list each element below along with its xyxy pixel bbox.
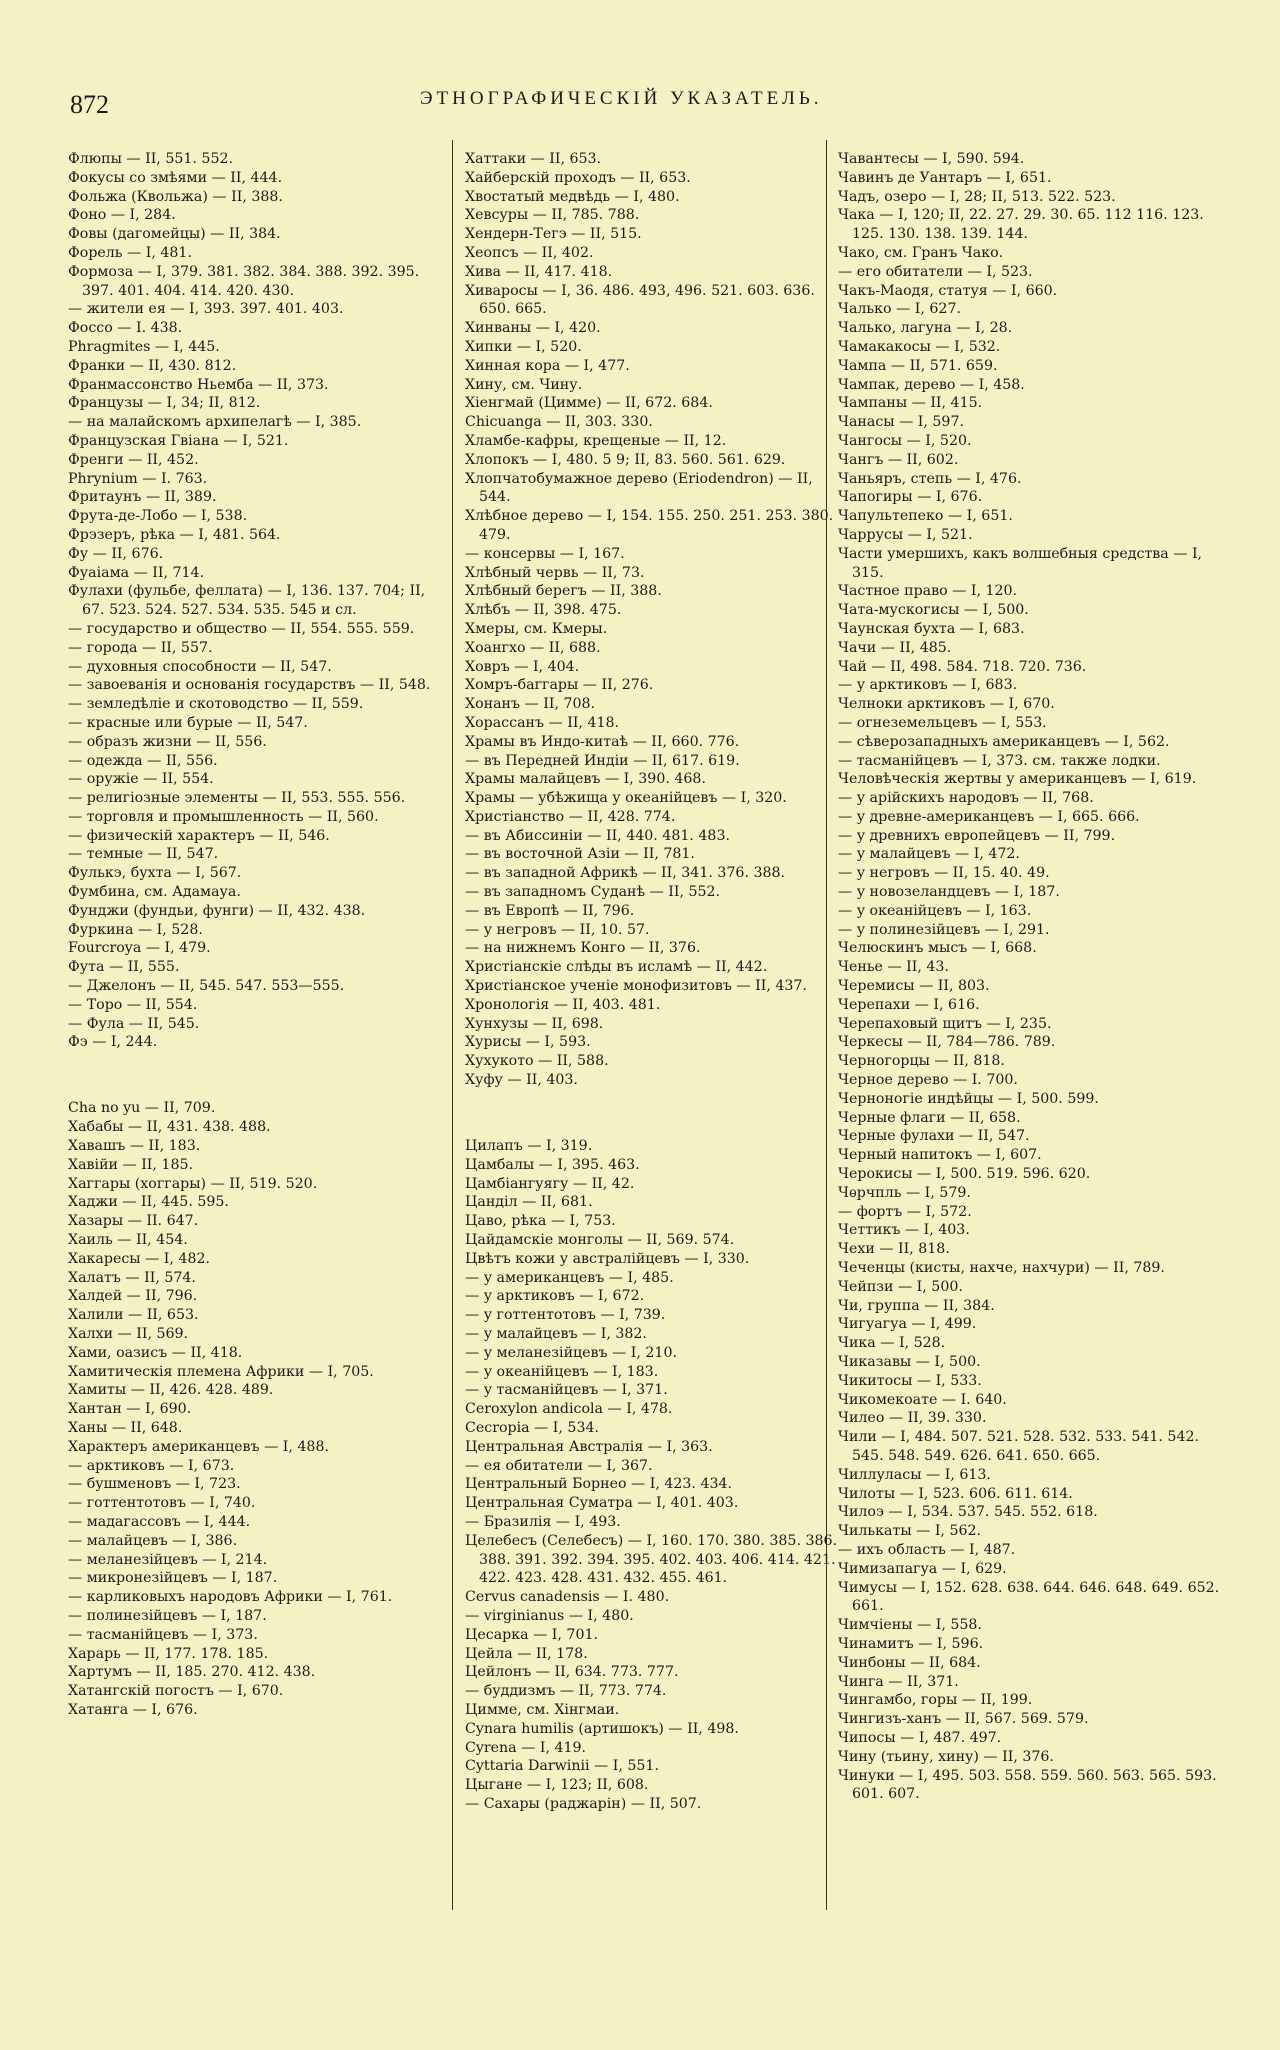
index-entry: Чангосы — I, 520. (838, 432, 972, 449)
index-entry: Cyrena — I, 419. (465, 1739, 587, 1756)
index-entry: Хунхузы — II, 698. (465, 1015, 604, 1032)
index-entry: Хами, оазисъ — II, 418. (68, 1344, 243, 1361)
index-entry: — духовныя способности — II, 547. (68, 658, 332, 675)
index-entry: Чавантесы — I, 590. 594. (838, 151, 1025, 167)
index-entry: Халатъ — II, 574. (68, 1269, 196, 1286)
page-number: 872 (70, 90, 109, 119)
index-entry: Черкесы — II, 784—786. 789. (838, 1034, 1056, 1051)
index-entry: Чѳрчпль — I, 579. (838, 1184, 971, 1201)
index-entry: Чимусы — I, 152. 628. 638. 644. 646. 648. 649. 652. 661. (838, 1579, 1220, 1615)
index-entry: Фута — II, 555. (68, 959, 180, 976)
index-entry: Хакаресы — I, 482. (68, 1250, 211, 1267)
index-entry: — Бразилія — I, 493. (465, 1513, 621, 1530)
index-entry: Чили — I, 484. 507. 521. 528. 532. 533. 541. 542. 545. 548. 549. 626. 641. 650. 665. (838, 1429, 1200, 1464)
index-entry: — у полинезійцевъ — I, 291. (838, 921, 1050, 938)
index-entry: — ея обитатели — I, 367. (465, 1457, 653, 1474)
index-entry: — ихъ область — I, 487. (838, 1541, 1016, 1558)
index-entry: Cecropia — I, 534. (465, 1419, 600, 1436)
index-entry: Хеопсъ — II, 402. (465, 244, 594, 261)
index-entry: Халили — II, 653. (68, 1307, 199, 1324)
index-entry: Цилапъ — I, 319. (465, 1138, 593, 1155)
index-entry: — города — II, 557. (68, 639, 213, 656)
index-entry: Челноки арктиковъ — I, 670. (838, 696, 1055, 713)
index-entry: — Торо — II, 554. (68, 996, 198, 1013)
index-entry: — у арійскихъ народовъ — II, 768. (838, 790, 1094, 807)
index-entry: Чи, группа — II, 384. (838, 1297, 995, 1314)
index-entry: Хламбе-кафры, крещеные — II, 12. (465, 432, 727, 449)
index-entry: Хива — II, 417. 418. (465, 263, 613, 280)
index-entry: Флюпы — II, 551. 552. (68, 151, 234, 167)
index-entry: Хлѣбъ — II, 398. 475. (465, 602, 622, 619)
index-entry: Чако, см. Гранъ Чако. (838, 244, 1004, 261)
index-entry: Чапогиры — I, 676. (838, 489, 983, 506)
index-entry: Чикитосы — I, 533. (838, 1372, 982, 1389)
index-entry: — буддизмъ — II, 773. 774. (465, 1683, 667, 1700)
index-entry: Фовы (дагомейцы) — II, 384. (68, 226, 281, 243)
index-entry: Фулахи (фульбе, феллата) — I, 136. 137. 704; II, 67. 523. 524. 527. 534. 535. 545 и сл. (68, 583, 426, 619)
column-divider (452, 140, 453, 1910)
index-entry: — оружіе — II, 554. (68, 771, 214, 788)
index-entry: — тасманійцевъ — I, 373. см. также лодки. (838, 752, 1161, 769)
index-entry: Чикомекоате — I. 640. (838, 1391, 1007, 1408)
index-entry: — меланезійцевъ — I, 214. (68, 1551, 268, 1568)
index-entry: Чангъ — II, 602. (838, 451, 959, 468)
index-entry: Чингамбо, горы — II, 199. (838, 1692, 1033, 1709)
index-entry: Хавійи — II, 185. (68, 1156, 194, 1173)
index-entry: Челюскинъ мысъ — I, 668. (838, 940, 1037, 957)
index-entry: Хурисы — I, 593. (465, 1034, 591, 1051)
index-entry: Центральная Суматра — I, 401. 403. (465, 1495, 739, 1512)
index-entry: Хвостатый медвѣдь — I, 480. (465, 188, 680, 205)
index-entry: Чину (тьину, хину) — II, 376. (838, 1748, 1054, 1765)
index-entry: — въ восточной Азіи — II, 781. (465, 846, 695, 863)
index-entry: — у новозеландцевъ — I, 187. (838, 884, 1060, 901)
index-entry: Чамакакосы — I, 532. (838, 338, 1001, 355)
index-entry: Черепахи — I, 616. (838, 996, 980, 1013)
index-entry: — въ Передней Индіи — II, 617. 619. (465, 752, 740, 769)
index-entry: Французская Гвіана — I, 521. (68, 432, 289, 449)
index-entry: Ceroxylon andicola — I, 478. (465, 1401, 673, 1418)
index-entry: — тасманійцевъ — I, 373. (68, 1626, 258, 1643)
index-entry: Черноногіе индѣйцы — I, 500. 599. (838, 1090, 1099, 1107)
index-entry: — у готтентотовъ — I, 739. (465, 1307, 666, 1324)
index-entry: Хартумъ — II, 185. 270. 412. 438. (68, 1664, 316, 1681)
index-entry: Фу — II, 676. (68, 545, 164, 562)
index-entry: Чингизъ-ханъ — II, 567. 569. 579. (838, 1711, 1089, 1728)
index-entry: — у малайцевъ — I, 382. (465, 1325, 647, 1342)
index-entry: Хипки — I, 520. (465, 338, 582, 355)
index-entry: Чинга — II, 371. (838, 1673, 959, 1690)
index-entry: — религіозные элементы — II, 553. 555. 556. (68, 790, 406, 807)
index-entry: Христіанское ученіе монофизитовъ — II, 437. (465, 978, 807, 995)
index-entry: Фунджи (фундьи, фунги) — II, 432. 438. (68, 902, 366, 919)
index-entry: — въ западномъ Суданѣ — II, 552. (465, 884, 721, 901)
index-entry: Целебесъ (Селебесъ) — I, 160. 170. 380. 385. 386. 388. 391. 392. 394. 395. 402. 403. 406. 414. 421. 422. 423. 428. 431. 432. 455. 461. (465, 1532, 838, 1587)
index-entry: Фольжа (Квольжа) — II, 388. (68, 188, 283, 205)
index-entry: Хонанъ — II, 708. (465, 696, 596, 713)
index-entry: Чака — I, 120; II, 22. 27. 29. 30. 65. 112 116. 123. 125. 130. 138. 139. 144. (838, 207, 1204, 243)
index-entry: Фоно — I, 284. (68, 207, 176, 224)
index-entry: Цамбалы — I, 395. 463. (465, 1156, 640, 1173)
index-entry: Черное дерево — I. 700. (838, 1072, 1018, 1089)
index-entry: Храмы въ Индо-китаѣ — II, 660. 776. (465, 733, 740, 750)
index-entry: — въ западной Африкѣ — II, 341. 376. 388. (465, 865, 786, 882)
index-entry: Чанасы — I, 597. (838, 414, 964, 431)
index-entry: — арктиковъ — I, 673. (68, 1457, 235, 1474)
index-entry: Харарь — II, 177. 178. 185. (68, 1645, 269, 1662)
index-entry: Френги — II, 452. (68, 451, 199, 468)
index-entry: Фуркина — I, 528. (68, 921, 203, 938)
index-entry: Цейла — II, 178. (465, 1645, 588, 1662)
index-entry: Хаггары (хоггары) — II, 519. 520. (68, 1175, 318, 1192)
index-entry: Хаджи — II, 445. 595. (68, 1194, 229, 1211)
index-entry: Чалько — I, 627. (838, 301, 961, 318)
index-column-2 (465, 150, 840, 1814)
index-entry: Халхи — II, 569. (68, 1325, 189, 1342)
index-entry: — у тасманійцевъ — I, 371. (465, 1382, 668, 1399)
index-entry: Храмы — убѣжища у океанійцевъ — I, 320. (465, 790, 787, 807)
index-entry: Чаунская бухта — I, 683. (838, 620, 1025, 637)
index-entry: Цвѣтъ кожи у австралійцевъ — I, 330. (465, 1250, 750, 1267)
index-entry: Черные фулахи — II, 547. (838, 1128, 1030, 1145)
index-entry: Чакъ-Маодя, статуя — I, 660. (838, 282, 1058, 299)
index-entry: Фрута-де-Лобо — I, 538. (68, 508, 248, 525)
index-entry: Хронологія — II, 403. 481. (465, 996, 661, 1013)
index-entry: Хатанга — I, 676. (68, 1701, 198, 1718)
index-entry: — земледѣліе и скотоводство — II, 559. (68, 696, 364, 713)
index-entry: Чигуагуа — I, 499. (838, 1316, 977, 1333)
index-entry: — государство и общество — II, 554. 555. 559. (68, 620, 415, 637)
index-entry: Фуаіама — II, 714. (68, 564, 205, 581)
index-entry: — Джелонъ — II, 545. 547. 553—555. (68, 978, 345, 995)
index-column-1 (68, 150, 443, 1720)
index-entry: Хаттаки — II, 653. (465, 151, 602, 167)
index-entry: Чалько, лагуна — I, 28. (838, 320, 1013, 337)
index-entry: — въ Абиссиніи — II, 440. 481. 483. (465, 827, 730, 844)
index-entry: Cyttaria Darwinii — I, 551. (465, 1758, 659, 1775)
index-entry: Храмы малайцевъ — I, 390. 468. (465, 771, 706, 788)
index-entry: Чилоты — I, 523. 606. 611. 614. (838, 1485, 1073, 1502)
index-entry: Цамбіангуягу — II, 42. (465, 1175, 635, 1192)
index-entry: Франки — II, 430. 812. (68, 357, 237, 374)
index-entry: Черемисы — II, 803. (838, 978, 990, 995)
index-entry: Хомръ-баггары — II, 276. (465, 677, 654, 694)
index-entry: Хлѣбный берегъ — II, 388. (465, 583, 662, 600)
index-entry: — физическій характеръ — II, 546. (68, 827, 330, 844)
index-entry: — сѣверозападныхъ американцевъ — I, 562. (838, 733, 1170, 750)
index-entry: — у американцевъ — I, 485. (465, 1269, 674, 1286)
index-entry: — красные или бурые — II, 547. (68, 714, 308, 731)
index-entry: Формоза — I, 379. 381. 382. 384. 388. 392. 395. 397. 401. 404. 414. 420. 430. (68, 263, 420, 299)
index-entry: Частное право — I, 120. (838, 583, 1018, 600)
index-entry: — одежда — II, 556. (68, 752, 218, 769)
index-entry: Цаво, рѣка — I, 753. (465, 1213, 616, 1230)
index-entry: Хиваросы — I, 36. 486. 493, 496. 521. 603. 636. 650. 665. (465, 282, 815, 318)
index-entry: Хамитическія племена Африки — I, 705. (68, 1363, 374, 1380)
index-entry: — его обитатели — I, 523. (838, 263, 1033, 280)
index-entry: Хайберскій проходъ — II, 653. (465, 169, 691, 186)
index-entry: Phragmites — I, 445. (68, 338, 220, 355)
index-entry: Chicuanga — II, 303. 330. (465, 414, 653, 431)
index-entry: Phrynium — I. 763. (68, 470, 208, 487)
index-entry: — у малайцевъ — I, 472. (838, 846, 1020, 863)
index-entry: — Сахары (раджарін) — II, 507. (465, 1795, 702, 1812)
index-entry: Чай — II, 498. 584. 718. 720. 736. (838, 658, 1087, 675)
index-entry: Цесарка — I, 701. (465, 1626, 599, 1643)
index-entry: Хмеры, см. Кмеры. (465, 620, 608, 637)
index-entry: — малайцевъ — I, 386. (68, 1532, 238, 1549)
index-entry: Хухукото — II, 588. (465, 1053, 609, 1070)
index-entry: Христіанскіе слѣды въ исламѣ — II, 442. (465, 959, 768, 976)
index-entry: Чинуки — I, 495. 503. 558. 559. 560. 563. 565. 593. 601. 607. (838, 1767, 1217, 1803)
index-entry: Фэ — I, 244. (68, 1034, 158, 1051)
index-entry: Чачи — II, 485. (838, 639, 952, 656)
index-entry: Чампаны — II, 415. (838, 395, 983, 412)
index-entry: Чилео — II, 39. 330. (838, 1410, 987, 1427)
index-entry: Четтикъ — I, 403. (838, 1222, 970, 1239)
index-entry: — огнеземельцевъ — I, 553. (838, 714, 1047, 731)
index-entry: Cha no yu — II, 709. (68, 1100, 216, 1117)
index-entry: — въ Европѣ — II, 796. (465, 902, 635, 919)
index-entry: Чата-мускогисы — I, 500. (838, 602, 1029, 619)
index-entry: Черногорцы — II, 818. (838, 1053, 1005, 1070)
index-entry: — жители ея — I, 393. 397. 401. 403. (68, 301, 344, 318)
index-entry: Чампак, дерево — I, 458. (838, 376, 1025, 393)
index-entry: — готтентотовъ — I, 740. (68, 1495, 256, 1512)
index-entry: Фумбина, см. Адамауа. (68, 884, 241, 901)
index-entry: Хлопокъ — I, 480. 5 9; II, 83. 560. 561. 629. (465, 451, 786, 468)
index-entry: Фрэзеръ, рѣка — I, 481. 564. (68, 526, 281, 543)
section-gap (465, 1104, 840, 1123)
index-entry: Ченье — II, 43. (838, 959, 949, 976)
index-entry: Чаррусы — I, 521. (838, 526, 973, 543)
index-entry: Цейлонъ — II, 634. 773. 777. (465, 1664, 679, 1681)
index-entry: Хлопчатобумажное дерево (Eriodendron) — II, 544. (465, 470, 813, 506)
index-entry: Чика — I, 528. (838, 1335, 946, 1352)
index-entry: Форель — I, 481. (68, 244, 192, 261)
index-entry: — у меланезійцевъ — I, 210. (465, 1344, 677, 1361)
index-entry: Франмассонство Ньемба — II, 373. (68, 376, 329, 393)
index-entry: Хамиты — II, 426. 428. 489. (68, 1382, 274, 1399)
index-entry: Человѣческія жертвы у американцевъ — I, 619. (838, 771, 1197, 788)
index-entry: Характеръ американцевъ — I, 488. (68, 1438, 329, 1455)
index-entry: Центральный Борнео — I, 423. 434. (465, 1476, 733, 1493)
index-entry: — фортъ — I, 572. (838, 1203, 972, 1220)
index-entry: Чадъ, озеро — I, 28; II, 513. 522. 523. (838, 188, 1116, 205)
index-entry: — у арктиковъ — I, 683. (838, 677, 1018, 694)
index-entry: — образъ жизни — II, 556. (68, 733, 267, 750)
index-entry: — virginianus — I, 480. (465, 1607, 634, 1624)
index-entry: Чеченцы (кисты, нахче, нахчури) — II, 789. (838, 1260, 1165, 1277)
index-entry: Хаиль — II, 454. (68, 1232, 188, 1248)
index-entry: — торговля и промышленность — II, 560. (68, 808, 379, 825)
index-entry: Фоссо — I. 438. (68, 320, 183, 337)
index-entry: — бушменовъ — I, 723. (68, 1476, 241, 1493)
index-entry: Чапультепеко — I, 651. (838, 508, 1013, 525)
index-entry: — у древне-американцевъ — I, 665. 666. (838, 808, 1140, 825)
index-entry: Черокисы — I, 500. 519. 596. 620. (838, 1166, 1091, 1183)
index-entry: Цимме, см. Хінгмаи. (465, 1701, 620, 1718)
index-entry: Чипосы — I, 487. 497. (838, 1729, 1002, 1746)
index-entry: Чилькаты — I, 562. (838, 1523, 982, 1540)
index-entry: — у негровъ — II, 15. 40. 49. (838, 865, 1050, 882)
index-entry: Ховръ — I, 404. (465, 658, 580, 675)
section-gap (68, 1066, 443, 1085)
index-entry: Хину, см. Чину. (465, 376, 583, 393)
index-entry: Хазары — II. 647. (68, 1213, 199, 1230)
index-entry: Чаньяръ, степь — I, 476. (838, 470, 1022, 487)
index-entry: Христіанство — II, 428. 774. (465, 808, 676, 825)
index-entry: Французы — I, 34; II, 812. (68, 395, 261, 412)
index-entry: Хлѣбный червь — II, 73. (465, 564, 645, 581)
index-entry: — у арктиковъ — I, 672. (465, 1288, 645, 1305)
index-entry: Черный напитокъ — I, 607. (838, 1147, 1042, 1164)
index-entry: Хіенгмай (Циммe) — II, 672. 684. (465, 395, 713, 412)
index-entry: Хабабы — II, 431. 438. 488. (68, 1119, 271, 1136)
index-entry: Fourcroya — I, 479. (68, 940, 211, 957)
index-entry: — у океанійцевъ — I, 163. (838, 902, 1032, 919)
index-entry: Cervus canadensis — I. 480. (465, 1589, 670, 1606)
index-entry: Хавашъ — II, 183. (68, 1138, 201, 1155)
index-entry: Чимизапагуа — I, 629. (838, 1560, 1007, 1577)
index-entry: — завоеванія и основанія государствъ — II, 548. (68, 677, 431, 694)
index-entry: Хоангхо — II, 688. (465, 639, 601, 656)
index-entry: Хантан — I, 690. (68, 1401, 192, 1418)
index-entry: Чейпзи — I, 500. (838, 1278, 963, 1295)
index-entry: Цанділ — II, 681. (465, 1194, 593, 1211)
index-entry: — консервы — I, 167. (465, 545, 625, 562)
index-entry: Cynara humilis (артишокъ) — II, 498. (465, 1720, 739, 1737)
index-entry: Центральная Австралія — I, 363. (465, 1438, 713, 1455)
index-entry: Фулькэ, бухта — I, 567. (68, 865, 242, 882)
index-entry: Чиллуласы — I, 613. (838, 1466, 991, 1483)
index-entry: Хендерн-Тегэ — II, 515. (465, 226, 642, 243)
index-entry: — микронезійцевъ — I, 187. (68, 1570, 278, 1587)
index-entry: — полинезійцевъ — I, 187. (68, 1607, 267, 1624)
index-entry: Чавинъ де Уантаръ — I, 651. (838, 169, 1052, 186)
index-entry: — карликовыхъ народовъ Африки — I, 761. (68, 1589, 393, 1606)
index-entry: — у древнихъ европейцевъ — II, 799. (838, 827, 1116, 844)
index-entry: Ханы — II, 648. (68, 1419, 183, 1436)
index-entry: — на нижнемъ Конго — II, 376. (465, 940, 701, 957)
index-entry: Хевсуры — II, 785. 788. (465, 207, 640, 224)
index-entry: Хлѣбное дерево — I, 154. 155. 250. 251. 253. 380. 479. (465, 508, 834, 543)
index-entry: — на малайскомъ архипелагѣ — I, 385. (68, 414, 362, 431)
index-entry: Черепаховый щитъ — I, 235. (838, 1015, 1052, 1032)
index-entry: Чилоэ — I, 534. 537. 545. 552. 618. (838, 1504, 1098, 1521)
index-entry: — у океанійцевъ — I, 183. (465, 1363, 659, 1380)
index-entry: Чинбоны — II, 684. (838, 1654, 981, 1671)
index-entry: — Фула — II, 545. (68, 1015, 200, 1032)
index-entry: Чинамитъ — I, 596. (838, 1635, 984, 1652)
index-entry: Чиказавы — I, 500. (838, 1354, 981, 1370)
index-entry: — мадагассовъ — I, 444. (68, 1513, 251, 1530)
index-entry: Фритаунъ — II, 389. (68, 489, 217, 506)
index-entry: Фокусы со змѣями — II, 444. (68, 169, 283, 186)
index-entry: Хатангскій погостъ — I, 670. (68, 1683, 284, 1700)
index-entry: Чимчіены — I, 558. (838, 1617, 982, 1634)
index-entry: Цыгане — I, 123; II, 608. (465, 1777, 649, 1794)
index-entry: Цайдамскіе монголы — II, 569. 574. (465, 1232, 735, 1248)
index-entry: Хинная кора — I, 477. (465, 357, 630, 374)
index-entry: — темные — II, 547. (68, 846, 219, 863)
index-entry: — у негровъ — II, 10. 57. (465, 921, 650, 938)
index-entry: Хуфу — II, 403. (465, 1072, 578, 1089)
index-entry: Чампа — II, 571. 659. (838, 357, 998, 374)
index-entry: Чехи — II, 818. (838, 1241, 950, 1258)
running-head: ЭТНОГРАФИЧЕСКІЙ УКАЗАТЕЛЬ. (420, 88, 823, 109)
index-entry: Хинваны — I, 420. (465, 320, 601, 337)
index-entry: Халдей — II, 796. (68, 1288, 198, 1305)
index-entry: Части умершихъ, какъ волшебныя средства — I, 315. (838, 545, 1203, 581)
index-entry: Черные флаги — II, 658. (838, 1109, 1021, 1126)
index-column-3 (838, 150, 1228, 1804)
index-entry: Хорассанъ — II, 418. (465, 714, 620, 731)
